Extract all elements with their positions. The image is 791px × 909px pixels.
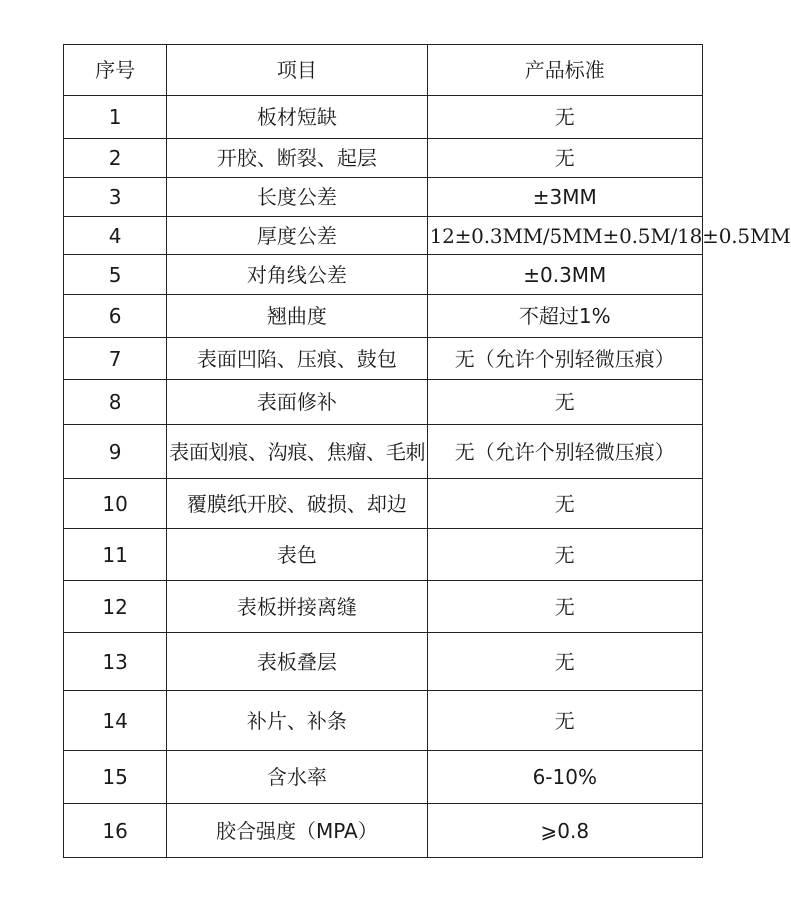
row-no: 1: [64, 96, 167, 139]
product-standard-table: [63, 44, 791, 858]
row-item: 长度公差: [167, 178, 427, 217]
row-item: 开胶、断裂、起层: [167, 139, 427, 178]
table-row: [64, 425, 703, 479]
row-no: 3: [64, 178, 167, 217]
row-item: 覆膜纸开胶、破损、却边: [167, 479, 427, 529]
row-standard: 无: [427, 529, 702, 581]
row-item: 对角线公差: [167, 255, 427, 295]
table-body: [64, 96, 791, 858]
row-no: 13: [64, 633, 167, 691]
row-no: 12: [64, 581, 167, 633]
row-standard: 无: [427, 96, 702, 139]
row-no: 7: [64, 338, 167, 380]
table-row: [64, 178, 703, 217]
row-item: 板材短缺: [167, 96, 427, 139]
row-standard: ±0.3MM: [427, 255, 702, 295]
table-row: [64, 139, 703, 178]
row-no: 15: [64, 751, 167, 804]
row-standard: 无: [427, 691, 702, 751]
row-standard: 无: [427, 139, 702, 178]
row-no: 16: [64, 804, 167, 858]
row-standard: 不超过1%: [427, 295, 702, 338]
header-row: [64, 45, 703, 96]
table-row: [64, 751, 703, 804]
table-header: [64, 45, 703, 96]
row-item: 补片、补条: [167, 691, 427, 751]
table-row: [64, 581, 703, 633]
row-standard: ±3MM: [427, 178, 702, 217]
row-standard: 无: [427, 380, 702, 425]
header-item: 项目: [167, 45, 427, 96]
row-standard: 6-10%: [427, 751, 702, 804]
table-row: [64, 255, 703, 295]
row-standard: ⩾0.8: [427, 804, 702, 858]
row-no: 10: [64, 479, 167, 529]
row-no: 5: [64, 255, 167, 295]
row-no: 8: [64, 380, 167, 425]
row-standard: 无: [427, 633, 702, 691]
table-row: [64, 691, 703, 751]
table-row: [64, 804, 703, 858]
row-item: 表色: [167, 529, 427, 581]
table-row: [64, 217, 703, 255]
header-standard: 产品标准: [427, 45, 702, 96]
row-item: 表面划痕、沟痕、焦瘤、毛刺: [167, 425, 427, 479]
row-standard: 12±0.3MM/5MM±0.5M/18±0.5MM: [427, 217, 702, 255]
table-row: [64, 295, 703, 338]
row-no: 9: [64, 425, 167, 479]
table-row: [64, 380, 703, 425]
row-no: 4: [64, 217, 167, 255]
table-row: [64, 96, 703, 139]
row-standard: 无（允许个别轻微压痕）: [427, 425, 702, 479]
row-standard: 无: [427, 479, 702, 529]
row-item: 表板拼接离缝: [167, 581, 427, 633]
table-row: [64, 633, 703, 691]
row-no: 14: [64, 691, 167, 751]
row-item: 表板叠层: [167, 633, 427, 691]
row-item: 表面修补: [167, 380, 427, 425]
row-item: 表面凹陷、压痕、鼓包: [167, 338, 427, 380]
row-item: 含水率: [167, 751, 427, 804]
table-row: [64, 479, 703, 529]
row-no: 2: [64, 139, 167, 178]
row-no: 11: [64, 529, 167, 581]
header-no: 序号: [64, 45, 167, 96]
table-row: [64, 529, 703, 581]
row-no: 6: [64, 295, 167, 338]
row-item: 翘曲度: [167, 295, 427, 338]
row-standard: 无: [427, 581, 702, 633]
row-standard: 无（允许个别轻微压痕）: [427, 338, 702, 380]
row-item: 胶合强度（MPA）: [167, 804, 427, 858]
table-row: [64, 338, 703, 380]
row-item: 厚度公差: [167, 217, 427, 255]
